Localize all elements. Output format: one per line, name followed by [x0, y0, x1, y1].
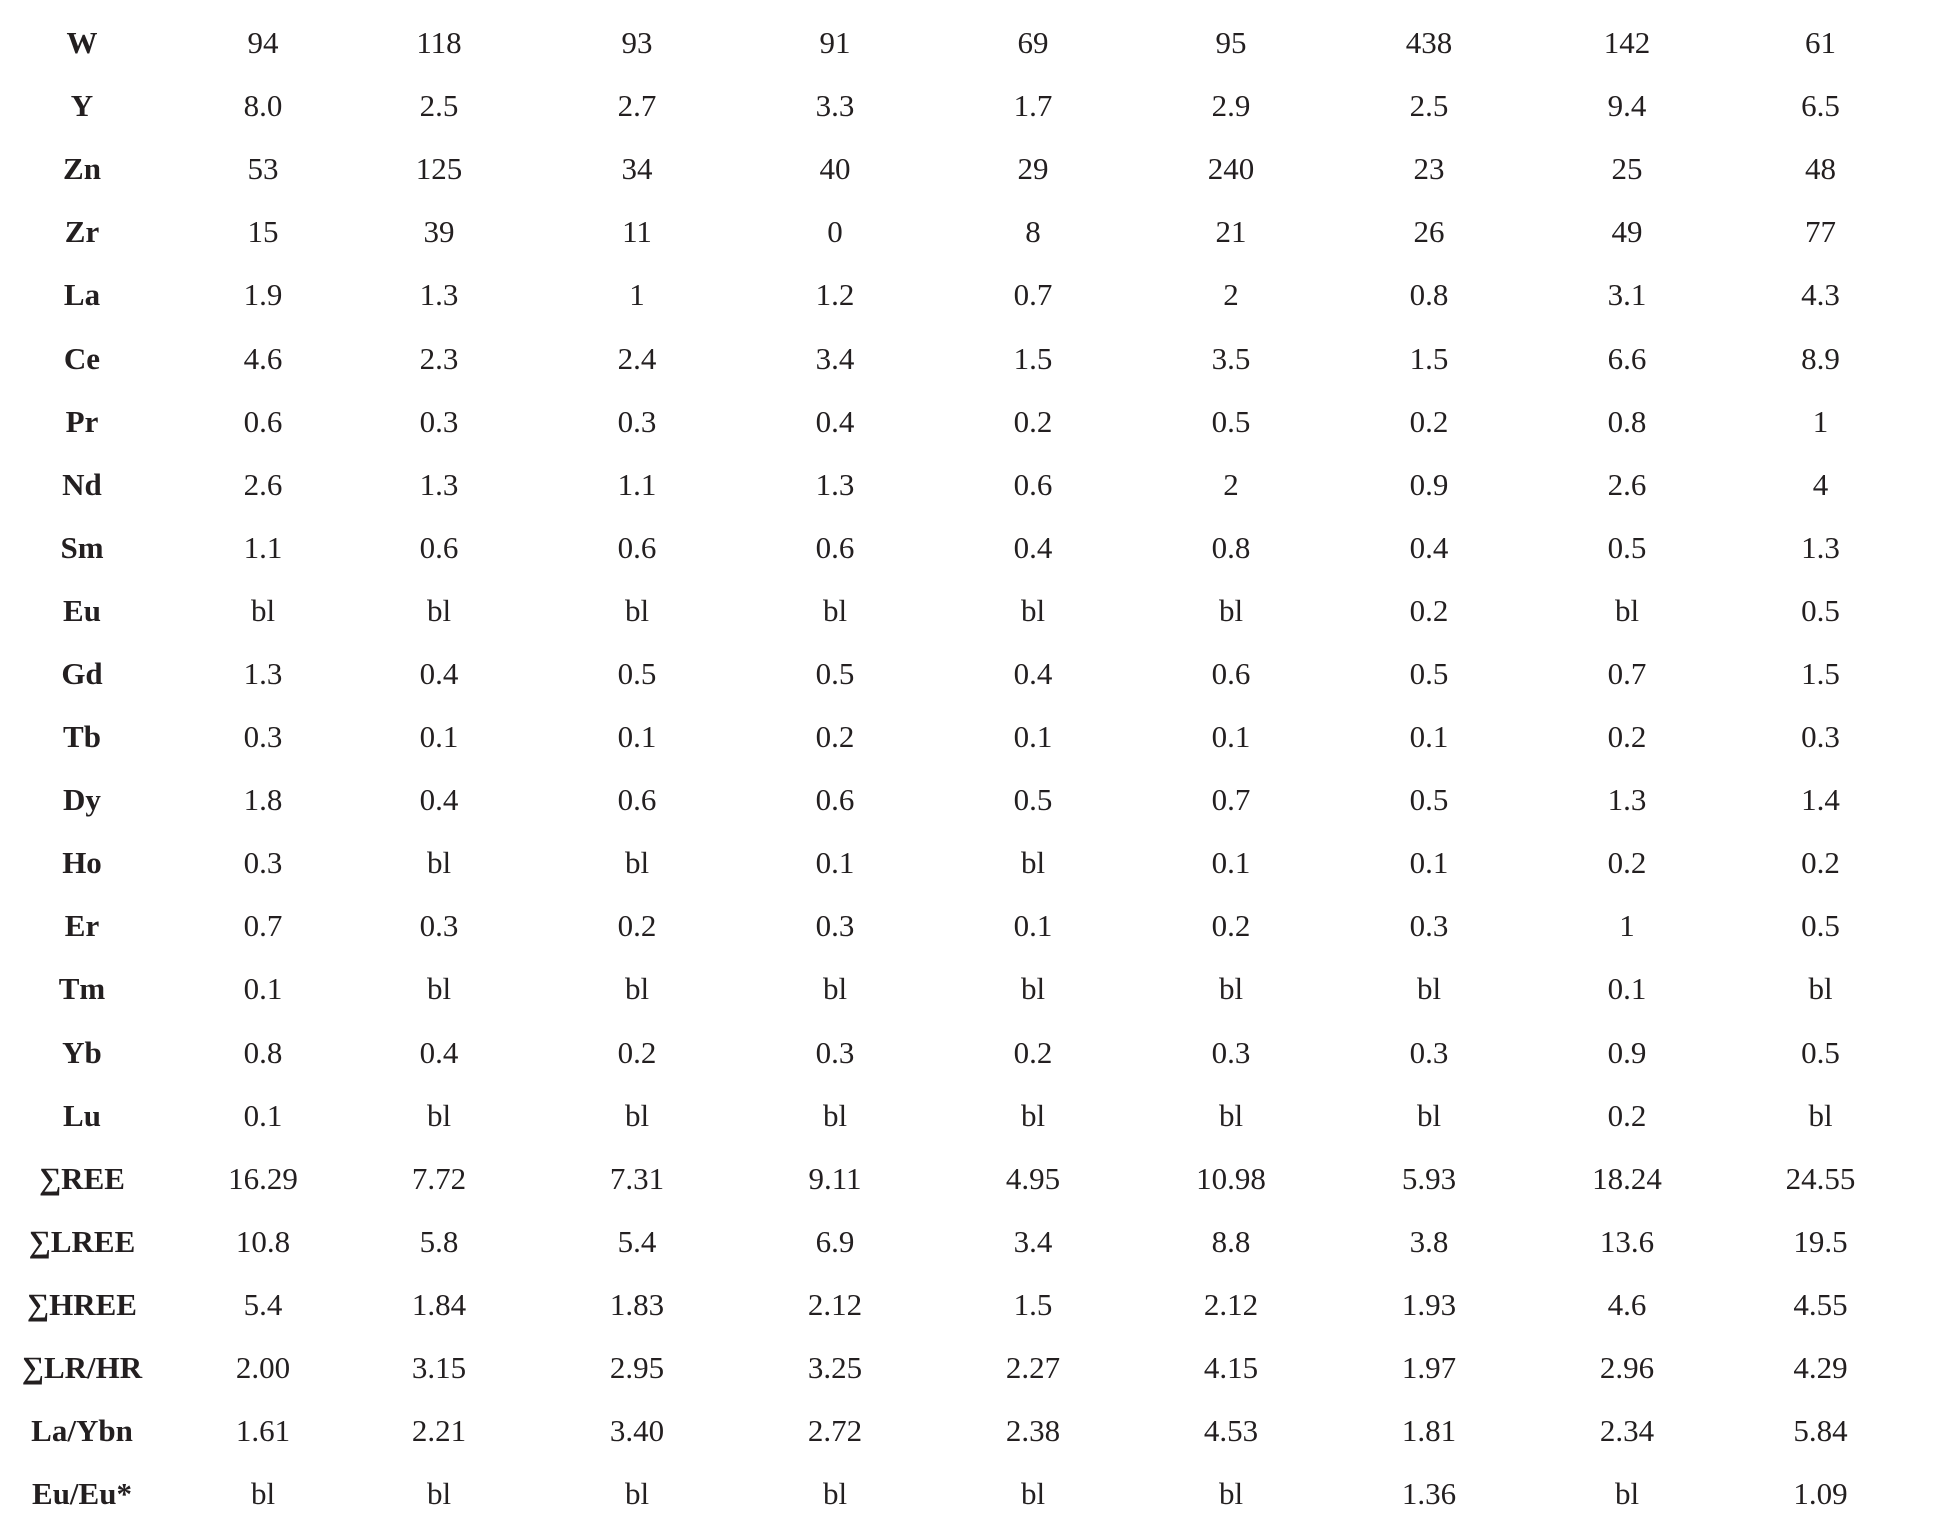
table-row [0, 453, 1937, 516]
row-label: Zr [64, 214, 100, 250]
table-cell: bl [1808, 1097, 1833, 1133]
table-cell: 1.3 [1801, 529, 1840, 565]
table-cell: 1.3 [419, 277, 459, 313]
table-cell: 3.5 [1211, 340, 1251, 376]
row-label: Pr [65, 403, 99, 439]
table-cell: 0.5 [1409, 655, 1449, 691]
table-cell: 0.4 [1013, 529, 1053, 565]
table-cell: 0.3 [1409, 1034, 1449, 1070]
table-cell: 0.7 [243, 908, 283, 944]
table-cell: 4.6 [1607, 1286, 1647, 1322]
table-cell: 1.9 [243, 277, 283, 313]
table-cell: 2.12 [1203, 1286, 1259, 1322]
table-cell: bl [426, 1476, 452, 1512]
row-label: Eu [63, 592, 101, 628]
table-row [0, 957, 1937, 1020]
table-cell: 0.1 [243, 1097, 283, 1133]
row-label: ∑HREE [27, 1286, 137, 1322]
table-cell: 0.6 [815, 529, 855, 565]
row-label: Yb [62, 1034, 102, 1070]
table-cell: 0.3 [243, 719, 283, 755]
table-cell: 1 [629, 277, 645, 313]
table-cell: 2.9 [1211, 88, 1251, 124]
table-cell: 0 [827, 214, 843, 250]
table-row [0, 894, 1937, 957]
table-cell: 10.98 [1196, 1160, 1266, 1196]
table-cell: bl [1020, 1097, 1046, 1133]
table-cell: 0.2 [1607, 719, 1647, 755]
table-cell: 0.1 [243, 971, 283, 1007]
table-cell: 0.1 [1607, 971, 1647, 1007]
table-cell: 1.8 [243, 782, 283, 818]
table-cell: 3.25 [807, 1350, 863, 1386]
table-cell: 6.6 [1607, 340, 1647, 376]
table-cell: bl [822, 1476, 848, 1512]
table-cell: 0.2 [1409, 403, 1449, 439]
table-cell: 0.2 [1013, 403, 1053, 439]
table-cell: bl [1614, 592, 1640, 628]
row-label: Er [64, 908, 100, 944]
table-cell: 3.1 [1607, 277, 1647, 313]
table-cell: 1.3 [419, 466, 459, 502]
table-cell: bl [624, 971, 650, 1007]
row-label: ∑LREE [28, 1223, 136, 1259]
table-cell: 23 [1413, 151, 1445, 187]
table-cell: 2.96 [1599, 1350, 1655, 1386]
table-cell: 1.09 [1793, 1476, 1848, 1512]
table-cell: 0.4 [1013, 655, 1053, 691]
table-cell: bl [426, 971, 452, 1007]
table-cell: 1.5 [1801, 655, 1840, 691]
table-cell: 0.3 [617, 403, 657, 439]
table-row [0, 831, 1937, 894]
table-cell: 1.81 [1401, 1413, 1457, 1449]
table-cell: bl [822, 1097, 848, 1133]
table-row [0, 263, 1937, 326]
table-cell: 0.3 [1409, 908, 1449, 944]
table-cell: 3.3 [815, 88, 855, 124]
table-cell: bl [1218, 1476, 1244, 1512]
table-cell: 0.1 [419, 719, 459, 755]
table-cell: 1.5 [1409, 340, 1449, 376]
table-cell: 0.2 [1607, 845, 1647, 881]
table-cell: bl [1020, 845, 1046, 881]
table-cell: 0.2 [617, 1034, 657, 1070]
table-row [0, 1336, 1937, 1399]
table-cell: 24.55 [1785, 1160, 1856, 1196]
table-cell: 5.4 [617, 1223, 657, 1259]
table-cell: 4.55 [1793, 1286, 1848, 1322]
table-row [0, 1462, 1937, 1525]
table-cell: 1.97 [1401, 1350, 1457, 1386]
table-cell: 0.4 [815, 403, 855, 439]
row-label: Gd [61, 655, 103, 691]
table-cell: 1.7 [1013, 88, 1053, 124]
table-cell: 1.4 [1801, 782, 1840, 818]
table-cell: 0.5 [1409, 782, 1449, 818]
table-cell: 40 [819, 151, 851, 187]
table-cell: 0.5 [1211, 403, 1251, 439]
table-cell: 0.2 [815, 719, 855, 755]
table-cell: bl [250, 592, 276, 628]
table-cell: 0.6 [1211, 655, 1251, 691]
table-cell: 0.4 [419, 1034, 459, 1070]
table-cell: 4.95 [1005, 1160, 1061, 1196]
table-cell: 0.2 [1607, 1097, 1647, 1133]
table-cell: 118 [416, 25, 462, 61]
table-cell: 5.84 [1793, 1413, 1848, 1449]
table-cell: 1.2 [815, 277, 855, 313]
table-cell: 0.3 [243, 845, 283, 881]
table-cell: 2.12 [807, 1286, 863, 1322]
table-cell: 2 [1223, 277, 1239, 313]
table-cell: 1.1 [617, 466, 657, 502]
table-cell: 1.1 [243, 529, 283, 565]
table-cell: 1.3 [1607, 782, 1647, 818]
table-row [0, 1021, 1937, 1084]
table-cell: 1.84 [411, 1286, 467, 1322]
table-cell: bl [1416, 1097, 1442, 1133]
table-cell: 2.7 [617, 88, 657, 124]
row-label: Ho [62, 845, 102, 881]
table-cell: 0.1 [1211, 719, 1251, 755]
row-label: Y [70, 88, 94, 124]
table-cell: 3.4 [1013, 1223, 1053, 1259]
table-cell: 0.5 [1801, 1034, 1840, 1070]
row-label: Sm [60, 529, 104, 565]
row-label: Tm [58, 971, 106, 1007]
table-cell: 8 [1025, 214, 1041, 250]
table-cell: 0.3 [815, 1034, 855, 1070]
table-cell: 0.5 [815, 655, 855, 691]
table-cell: bl [624, 1097, 650, 1133]
table-cell: 25 [1611, 151, 1643, 187]
table-cell: 1.5 [1013, 340, 1053, 376]
table-cell: 6.5 [1801, 88, 1840, 124]
table-cell: 1.3 [815, 466, 855, 502]
table-cell: 0.6 [617, 782, 657, 818]
table-cell: 0.2 [1801, 845, 1840, 881]
table-cell: 16.29 [228, 1160, 298, 1196]
table-cell: bl [822, 971, 848, 1007]
table-cell: 0.5 [1607, 529, 1647, 565]
table-cell: 0.1 [1211, 845, 1251, 881]
table-cell: 0.1 [1409, 719, 1449, 755]
table-cell: 0.5 [1801, 908, 1840, 944]
table-cell: 1.61 [235, 1413, 291, 1449]
table-cell: 0.4 [1409, 529, 1449, 565]
table-cell: 9.4 [1607, 88, 1647, 124]
table-cell: 4.3 [1801, 277, 1840, 313]
table-cell: 48 [1805, 151, 1836, 187]
table-cell: 91 [819, 25, 851, 61]
table-row [0, 1147, 1937, 1210]
table-body [0, 11, 1937, 1525]
table-row [0, 1210, 1937, 1273]
table-row [0, 74, 1937, 137]
table-cell: 2.6 [243, 466, 283, 502]
table-cell: 1.36 [1401, 1476, 1457, 1512]
table-cell: 0.6 [419, 529, 459, 565]
table-cell: bl [624, 1476, 650, 1512]
table-cell: 0.3 [1801, 719, 1840, 755]
table-cell: 49 [1611, 214, 1643, 250]
table-cell: 0.8 [1211, 529, 1251, 565]
table-cell: 0.2 [1409, 592, 1449, 628]
table-cell: 29 [1017, 151, 1049, 187]
table-cell: 0.1 [617, 719, 657, 755]
table-row [0, 390, 1937, 453]
table-cell: bl [1218, 592, 1244, 628]
table-cell: 6.9 [815, 1223, 855, 1259]
table-cell: 0.3 [1211, 1034, 1251, 1070]
table-cell: 0.3 [419, 908, 459, 944]
table-cell: 0.4 [419, 782, 459, 818]
table-row [0, 516, 1937, 579]
row-label: La/Ybn [31, 1413, 133, 1449]
table-cell: 4.6 [243, 340, 283, 376]
table-cell: 2.21 [411, 1413, 467, 1449]
table-row [0, 1399, 1937, 1462]
table-cell: 0.2 [1211, 908, 1251, 944]
row-label: Tb [63, 719, 101, 755]
table-row [0, 200, 1937, 263]
table-cell: 94 [247, 25, 279, 61]
table-row [0, 768, 1937, 831]
table-cell: 1.3 [243, 655, 283, 691]
table-cell: 19.5 [1793, 1223, 1848, 1259]
table-cell: 26 [1413, 214, 1445, 250]
table-cell: 0.3 [815, 908, 855, 944]
table-cell: 0.2 [617, 908, 657, 944]
table-cell: bl [426, 845, 452, 881]
table-cell: 18.24 [1592, 1160, 1662, 1196]
table-cell: 1 [1619, 908, 1635, 944]
table-cell: bl [1416, 971, 1442, 1007]
table-cell: 2.27 [1005, 1350, 1061, 1386]
table-row [0, 137, 1937, 200]
table-row [0, 705, 1937, 768]
table-cell: 2.5 [1409, 88, 1449, 124]
table-cell: 10.8 [235, 1223, 291, 1259]
table-cell: 1.5 [1013, 1286, 1053, 1322]
table-cell: 240 [1207, 151, 1255, 187]
table-cell: 39 [423, 214, 455, 250]
table-cell: 142 [1603, 25, 1651, 61]
table-cell: 0.9 [1409, 466, 1449, 502]
table-cell: 2.95 [609, 1350, 665, 1386]
table-cell: 0.6 [1013, 466, 1053, 502]
table-cell: 2.00 [235, 1350, 291, 1386]
table-cell: 7.72 [411, 1160, 467, 1196]
table-cell: 0.7 [1013, 277, 1053, 313]
table-cell: 0.5 [1013, 782, 1053, 818]
row-label: Zn [63, 151, 101, 187]
table-cell: 0.6 [617, 529, 657, 565]
table-row [0, 326, 1937, 389]
table-cell: 4.53 [1203, 1413, 1259, 1449]
table-cell: 11 [622, 214, 652, 250]
table-cell: 8.8 [1211, 1223, 1251, 1259]
row-label: Eu/Eu* [32, 1476, 132, 1512]
table-cell: 8.0 [243, 88, 283, 124]
table-cell: bl [1808, 971, 1833, 1007]
table-cell: bl [250, 1476, 276, 1512]
table-cell: bl [1020, 592, 1046, 628]
table-cell: 0.8 [1607, 403, 1647, 439]
table-cell: 2.6 [1607, 466, 1647, 502]
row-label: La [63, 277, 101, 313]
table-cell: 1.93 [1401, 1286, 1457, 1322]
table-row [0, 579, 1937, 642]
table-cell: 5.8 [419, 1223, 459, 1259]
table-cell: 0.1 [1013, 719, 1053, 755]
table-cell: 77 [1805, 214, 1836, 250]
table-cell: 0.1 [1409, 845, 1449, 881]
row-label: ∑REE [39, 1160, 125, 1196]
table-cell: 4.29 [1793, 1350, 1848, 1386]
table-cell: 3.8 [1409, 1223, 1449, 1259]
table-cell: 1 [1812, 403, 1829, 439]
table-cell: 21 [1215, 214, 1247, 250]
table-cell: 7.31 [609, 1160, 665, 1196]
table-cell: 2 [1223, 466, 1239, 502]
table-cell: bl [1218, 971, 1244, 1007]
table-cell: bl [1020, 971, 1046, 1007]
row-label: ∑LR/HR [21, 1350, 143, 1386]
table-cell: 2.34 [1599, 1413, 1655, 1449]
table-cell: 3.15 [411, 1350, 467, 1386]
table-cell: 0.8 [243, 1034, 283, 1070]
table-cell: bl [822, 592, 848, 628]
table-cell: bl [1020, 1476, 1046, 1512]
table-cell: 5.4 [243, 1286, 283, 1322]
row-label: Dy [63, 782, 101, 818]
table-cell: bl [1218, 1097, 1244, 1133]
element-concentration-table [0, 11, 1937, 1525]
table-cell: 3.4 [815, 340, 855, 376]
table-cell: 0.5 [617, 655, 657, 691]
table-cell: 0.6 [243, 403, 283, 439]
table-row [0, 1084, 1937, 1147]
table-cell: 69 [1017, 25, 1049, 61]
table-cell: 95 [1215, 25, 1247, 61]
table-cell: 0.9 [1607, 1034, 1647, 1070]
table-cell: 53 [247, 151, 279, 187]
table-cell: 4.15 [1203, 1350, 1259, 1386]
table-cell: 0.5 [1801, 592, 1840, 628]
table-cell: 1.83 [609, 1286, 665, 1322]
table-cell: 0.1 [1013, 908, 1053, 944]
table-row [0, 11, 1937, 74]
table-cell: 61 [1805, 25, 1836, 61]
table-cell: 2.4 [617, 340, 657, 376]
table-cell: 93 [621, 25, 653, 61]
table-cell: 0.8 [1409, 277, 1449, 313]
row-label: Nd [62, 466, 102, 502]
table-cell: 2.38 [1005, 1413, 1061, 1449]
row-label: Ce [63, 340, 101, 376]
table-cell: 2.3 [419, 340, 459, 376]
table-cell: bl [624, 592, 650, 628]
table-cell: 4 [1812, 466, 1829, 502]
table-cell: 13.6 [1599, 1223, 1655, 1259]
table-cell: bl [426, 1097, 452, 1133]
table-cell: 0.7 [1211, 782, 1251, 818]
table-cell: bl [1614, 1476, 1640, 1512]
table-cell: 2.72 [807, 1413, 863, 1449]
table-cell: 15 [247, 214, 279, 250]
table-cell: 125 [415, 151, 463, 187]
table-cell: bl [624, 845, 650, 881]
row-label: Lu [63, 1097, 101, 1133]
table-cell: 34 [621, 151, 653, 187]
table-cell: 0.6 [815, 782, 855, 818]
table-cell: 0.2 [1013, 1034, 1053, 1070]
row-label: W [66, 25, 98, 61]
table-row [0, 642, 1937, 705]
table-cell: 8.9 [1801, 340, 1840, 376]
table-cell: 0.7 [1607, 655, 1647, 691]
table-cell: 3.40 [609, 1413, 665, 1449]
table-cell: 9.11 [808, 1160, 862, 1196]
table-cell: 2.5 [419, 88, 459, 124]
table-row [0, 1273, 1937, 1336]
table-cell: 5.93 [1401, 1160, 1457, 1196]
table-cell: 438 [1405, 25, 1453, 61]
table-cell: 0.3 [419, 403, 459, 439]
table-cell: 0.1 [815, 845, 855, 881]
table-cell: bl [426, 592, 452, 628]
table-cell: 0.4 [419, 655, 459, 691]
